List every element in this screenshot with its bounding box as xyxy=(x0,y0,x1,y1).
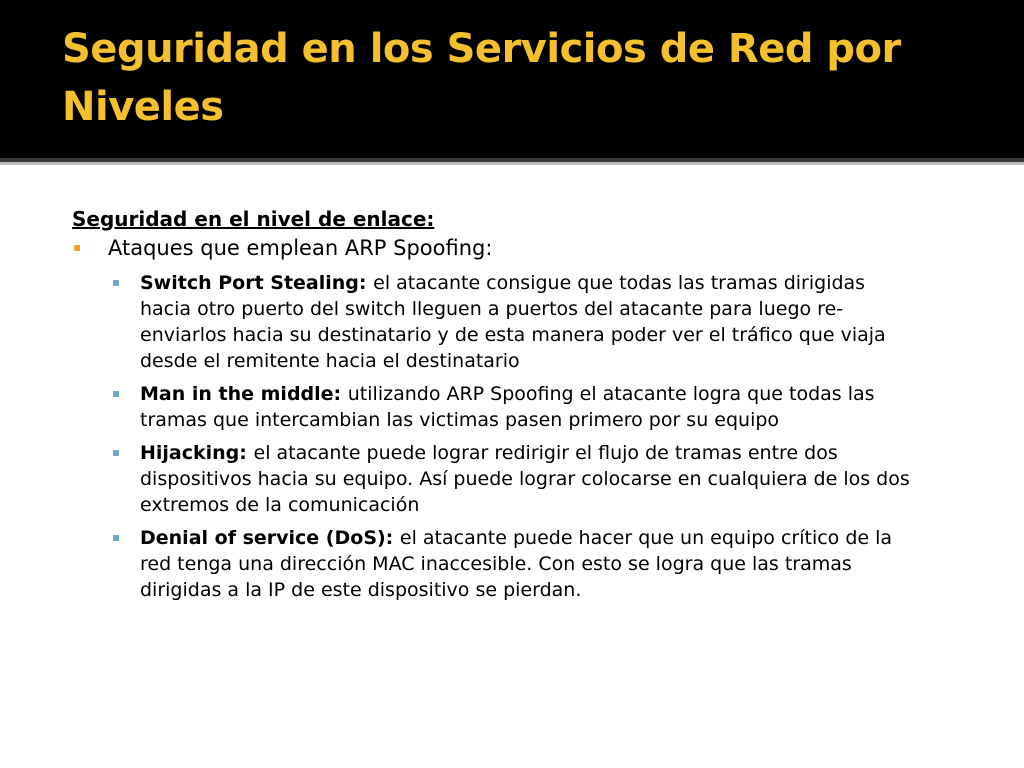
square-bullet-icon xyxy=(113,535,119,541)
title-divider-light xyxy=(0,162,1024,165)
item-description: utilizando ARP Spoofing el atacante logra que todas las tramas que intercambian las victimas pasen primero por su equipo xyxy=(140,383,875,431)
square-bullet-icon xyxy=(113,280,119,286)
title-band xyxy=(0,0,1024,158)
list-item xyxy=(72,440,910,518)
item-term: Denial of service (DoS): xyxy=(140,527,400,549)
item-term: Man in the middle: xyxy=(140,383,348,405)
item-description: el atacante consigue que todas las tramas dirigidas hacia otro puerto del switch lleguen a puertos del atacante para luego re-enviarlos hacia su destinatario y de esta manera poder ver el tráfico que viaja desde el remitente hacia el destinatario xyxy=(140,272,886,372)
item-description: el atacante puede hacer que un equipo crítico de la red tenga una dirección MAC inaccesible. Con esto se logra que las tramas dirigidas a la IP de este dispositivo se pierdan. xyxy=(140,527,893,601)
square-bullet-icon xyxy=(113,391,119,397)
square-bullet-icon xyxy=(113,450,119,456)
main-bullet-text: Ataques que emplean ARP Spoofing: xyxy=(108,236,493,260)
slide-title: Seguridad en los Servicios de Red por Niveles xyxy=(62,26,901,130)
section-heading: Seguridad en el nivel de enlace: xyxy=(72,207,435,231)
slide-body xyxy=(72,206,972,610)
list-item xyxy=(72,525,910,603)
list-item xyxy=(72,270,910,374)
square-bullet-icon xyxy=(74,245,80,251)
attack-list xyxy=(72,270,972,603)
main-bullet-item xyxy=(72,234,972,262)
item-term: Hijacking: xyxy=(140,442,254,464)
item-description: el atacante puede lograr redirigir el flujo de tramas entre dos dispositivos hacia su equipo. Así puede lograr colocarse en cualquiera de los dos extremos de la comunicación xyxy=(140,442,910,516)
list-item xyxy=(72,381,910,433)
item-term: Switch Port Stealing: xyxy=(140,272,374,294)
